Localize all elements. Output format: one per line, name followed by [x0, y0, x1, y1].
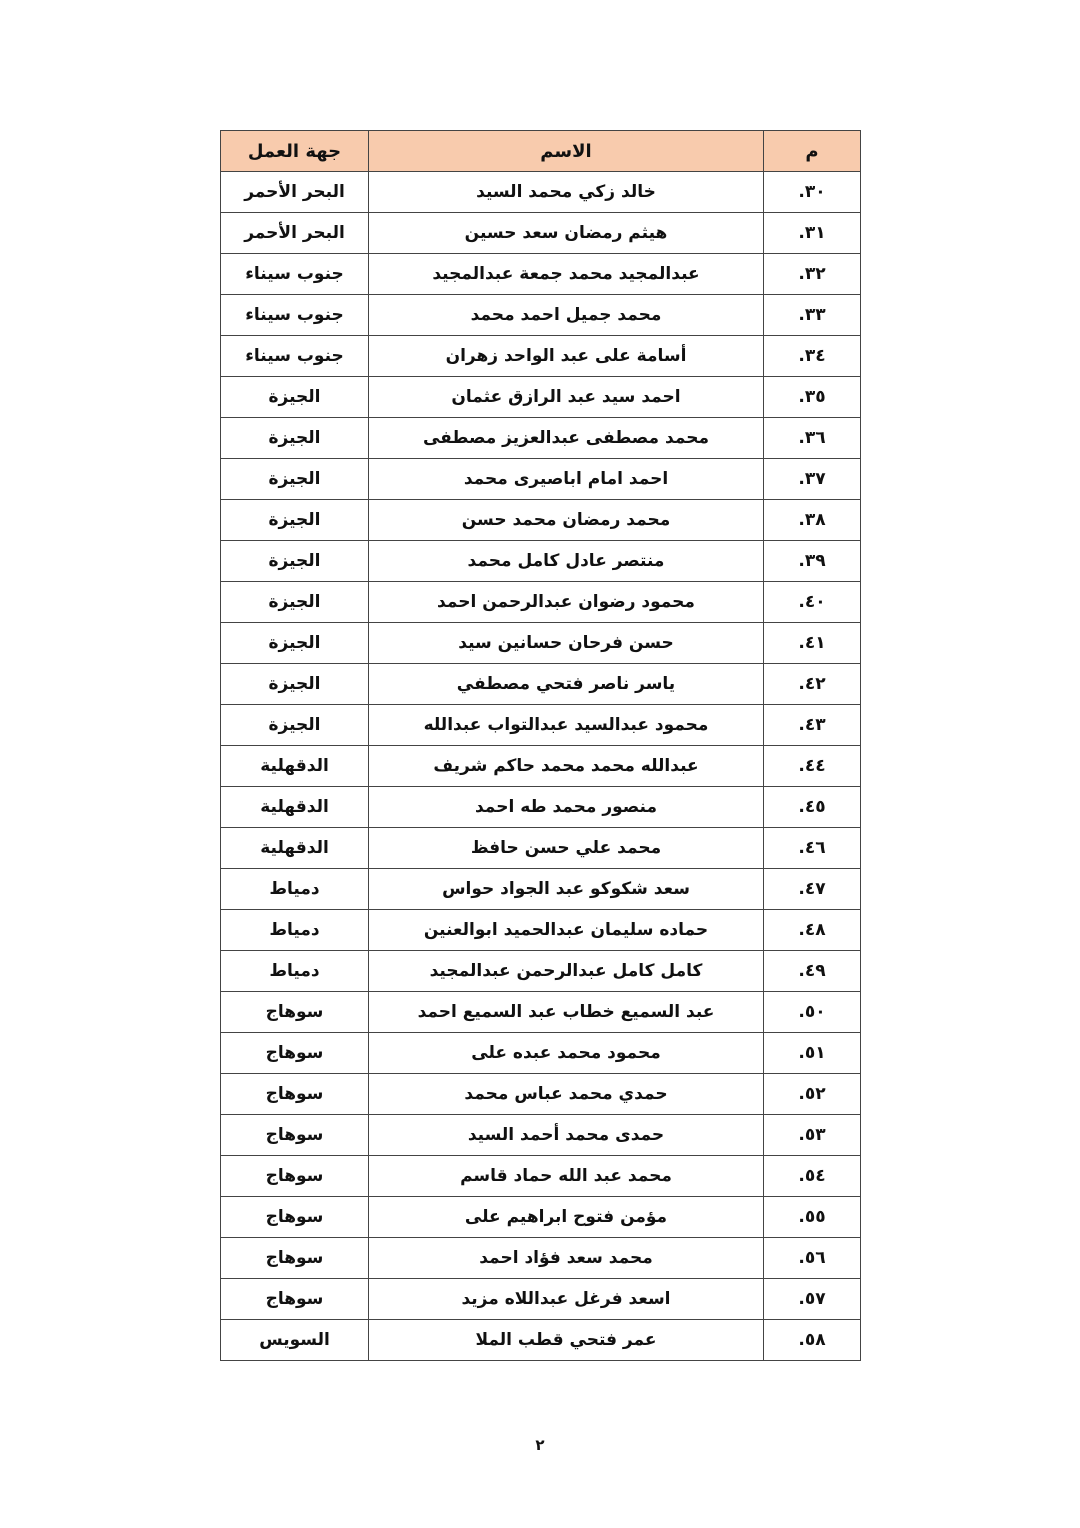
row-name: منتصر عادل كامل محمد [369, 541, 764, 582]
row-name: حسن فرحان حسانين سيد [369, 623, 764, 664]
row-name: محمد عبد الله حماد قاسم [369, 1156, 764, 1197]
row-name: سعد شكوكو عبد الجواد حواس [369, 869, 764, 910]
row-workplace: جنوب سيناء [221, 295, 369, 336]
row-workplace: البحر الأحمر [221, 172, 369, 213]
table-body [221, 172, 861, 1361]
row-name: محمود محمد عبده على [369, 1033, 764, 1074]
table-row [221, 1156, 861, 1197]
row-workplace: الجيزة [221, 582, 369, 623]
row-number: ٤٨. [764, 910, 861, 951]
row-number: ٥٤. [764, 1156, 861, 1197]
row-workplace: الجيزة [221, 459, 369, 500]
row-name: مؤمن فتوح ابراهيم على [369, 1197, 764, 1238]
row-name: محمد جميل احمد محمد [369, 295, 764, 336]
row-number: ٤٣. [764, 705, 861, 746]
row-name: كامل كامل عبدالرحمن عبدالمجيد [369, 951, 764, 992]
row-number: ٣٧. [764, 459, 861, 500]
row-number: ٤٥. [764, 787, 861, 828]
row-workplace: سوهاج [221, 1074, 369, 1115]
row-name: ياسر ناصر فتحي مصطفي [369, 664, 764, 705]
table-row [221, 951, 861, 992]
row-workplace: الجيزة [221, 500, 369, 541]
row-number: ٣٢. [764, 254, 861, 295]
document-page [220, 130, 860, 1361]
row-number: ٤٦. [764, 828, 861, 869]
table-row [221, 787, 861, 828]
table-row [221, 418, 861, 459]
row-name: هيثم رمضان سعد حسين [369, 213, 764, 254]
row-workplace: الدقهلية [221, 746, 369, 787]
row-workplace: سوهاج [221, 992, 369, 1033]
row-number: ٥٠. [764, 992, 861, 1033]
table-header-row [221, 131, 861, 172]
row-name: أسامة على عبد الواحد زهران [369, 336, 764, 377]
row-workplace: البحر الأحمر [221, 213, 369, 254]
row-name: منصور محمد طه احمد [369, 787, 764, 828]
row-number: ٥٨. [764, 1320, 861, 1361]
row-name: حماده سليمان عبدالحميد ابوالعنين [369, 910, 764, 951]
table-row [221, 992, 861, 1033]
row-number: ٣٣. [764, 295, 861, 336]
table-row [221, 869, 861, 910]
row-number: ٥٣. [764, 1115, 861, 1156]
table-row [221, 582, 861, 623]
row-name: محمد علي حسن حافظ [369, 828, 764, 869]
table-row [221, 910, 861, 951]
row-number: ٥٧. [764, 1279, 861, 1320]
row-number: ٥٥. [764, 1197, 861, 1238]
table-row [221, 541, 861, 582]
table-row [221, 377, 861, 418]
row-name: محمود رضوان عبدالرحمن احمد [369, 582, 764, 623]
row-number: ٣١. [764, 213, 861, 254]
table-row [221, 705, 861, 746]
header-name: الاسم [369, 131, 764, 172]
header-workplace: جهة العمل [221, 131, 369, 172]
table-row [221, 1320, 861, 1361]
row-workplace: جنوب سيناء [221, 254, 369, 295]
header-number: م [764, 131, 861, 172]
row-name: احمد سيد عبد الرازق عثمان [369, 377, 764, 418]
row-number: ٤٠. [764, 582, 861, 623]
row-workplace: سوهاج [221, 1033, 369, 1074]
row-number: ٤٢. [764, 664, 861, 705]
row-number: ٤٩. [764, 951, 861, 992]
table-row [221, 172, 861, 213]
row-name: اسعد فرغل عبداللاه مزيد [369, 1279, 764, 1320]
row-name: حمدى محمد أحمد السيد [369, 1115, 764, 1156]
row-workplace: سوهاج [221, 1115, 369, 1156]
row-workplace: الجيزة [221, 377, 369, 418]
row-workplace: الجيزة [221, 664, 369, 705]
table-row [221, 1074, 861, 1115]
row-workplace: الجيزة [221, 418, 369, 459]
row-workplace: دمياط [221, 869, 369, 910]
names-table [220, 130, 861, 1361]
row-number: ٣٦. [764, 418, 861, 459]
row-workplace: سوهاج [221, 1197, 369, 1238]
row-name: عمر فتحي قطب الملا [369, 1320, 764, 1361]
table-row [221, 1033, 861, 1074]
row-number: ٥٢. [764, 1074, 861, 1115]
table-row [221, 500, 861, 541]
row-workplace: جنوب سيناء [221, 336, 369, 377]
row-workplace: دمياط [221, 910, 369, 951]
row-workplace: الجيزة [221, 705, 369, 746]
row-number: ٣٤. [764, 336, 861, 377]
row-number: ٣٠. [764, 172, 861, 213]
row-name: حمدي محمد عباس محمد [369, 1074, 764, 1115]
row-number: ٣٨. [764, 500, 861, 541]
row-number: ٣٩. [764, 541, 861, 582]
table-row [221, 828, 861, 869]
page-number: ٢ [535, 1436, 545, 1454]
row-workplace: سوهاج [221, 1156, 369, 1197]
row-number: ٣٥. [764, 377, 861, 418]
table-row [221, 1115, 861, 1156]
row-workplace: الدقهلية [221, 787, 369, 828]
row-workplace: السويس [221, 1320, 369, 1361]
row-name: محمد رمضان محمد حسن [369, 500, 764, 541]
row-name: محمود عبدالسيد عبدالتواب عبدالله [369, 705, 764, 746]
row-workplace: سوهاج [221, 1238, 369, 1279]
row-name: خالد زكي محمد السيد [369, 172, 764, 213]
table-row [221, 1197, 861, 1238]
row-name: محمد مصطفى عبدالعزيز مصطفى [369, 418, 764, 459]
row-number: ٤٧. [764, 869, 861, 910]
table-row [221, 213, 861, 254]
row-number: ٥٦. [764, 1238, 861, 1279]
row-number: ٤٤. [764, 746, 861, 787]
row-workplace: سوهاج [221, 1279, 369, 1320]
row-number: ٤١. [764, 623, 861, 664]
row-workplace: الدقهلية [221, 828, 369, 869]
table-row [221, 1279, 861, 1320]
table-row [221, 336, 861, 377]
table-row [221, 254, 861, 295]
table-row [221, 664, 861, 705]
row-name: عبدالله محمد محمد حاكم شريف [369, 746, 764, 787]
row-name: عبدالمجيد محمد جمعة عبدالمجيد [369, 254, 764, 295]
row-name: محمد سعد فؤاد احمد [369, 1238, 764, 1279]
table-row [221, 459, 861, 500]
row-workplace: الجيزة [221, 541, 369, 582]
table-row [221, 1238, 861, 1279]
table-row [221, 746, 861, 787]
row-name: احمد امام اباصيرى محمد [369, 459, 764, 500]
table-row [221, 623, 861, 664]
row-name: عبد السميع خطاب عبد السميع احمد [369, 992, 764, 1033]
row-workplace: دمياط [221, 951, 369, 992]
table-row [221, 295, 861, 336]
row-number: ٥١. [764, 1033, 861, 1074]
row-workplace: الجيزة [221, 623, 369, 664]
